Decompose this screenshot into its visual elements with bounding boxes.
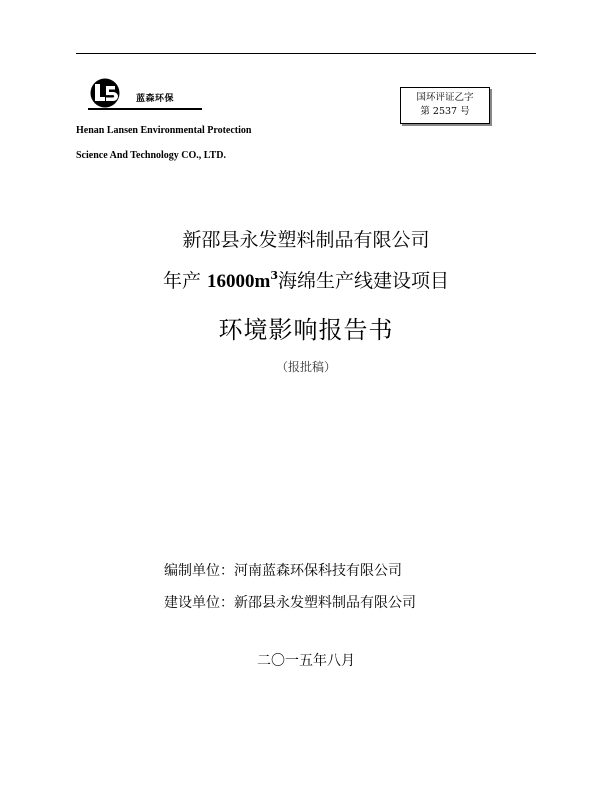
lansen-logo-icon: [90, 78, 120, 108]
title-project: [0, 266, 612, 293]
builder-label: 建设单位：: [164, 595, 234, 611]
compiler-label: 编制单位：: [164, 563, 234, 579]
builder-unit: [164, 592, 416, 612]
draft-label: （报批稿）: [275, 360, 336, 374]
title-project-capacity: 16000m: [207, 271, 271, 292]
logo-underline: [88, 108, 202, 110]
company-english-name-line2: Science And Technology CO., LTD.: [76, 150, 226, 161]
builder-value: 新邵县永发塑料制品有限公司: [234, 595, 416, 611]
title-project-superscript: 3: [270, 269, 278, 282]
compiler-value: 河南蓝森环保科技有限公司: [234, 563, 402, 579]
certificate-line1: 国环评证乙字: [416, 92, 474, 103]
title-company: 新邵县永发塑料制品有限公司: [182, 229, 430, 251]
report-date: 二〇一五年八月: [257, 653, 355, 669]
certificate-box: [400, 87, 490, 124]
certificate-line2: 第 2537 号: [420, 106, 470, 117]
title-project-suffix: 海绵生产线建设项目: [278, 270, 450, 292]
header-rule: [76, 53, 536, 54]
logo-name: 蓝森环保: [136, 94, 175, 104]
compiler-unit: [164, 560, 402, 580]
title-report: 环境影响报告书: [218, 316, 394, 344]
title-project-prefix: 年产: [162, 270, 208, 292]
company-english-name-line1: Henan Lansen Environmental Protection: [76, 125, 252, 136]
